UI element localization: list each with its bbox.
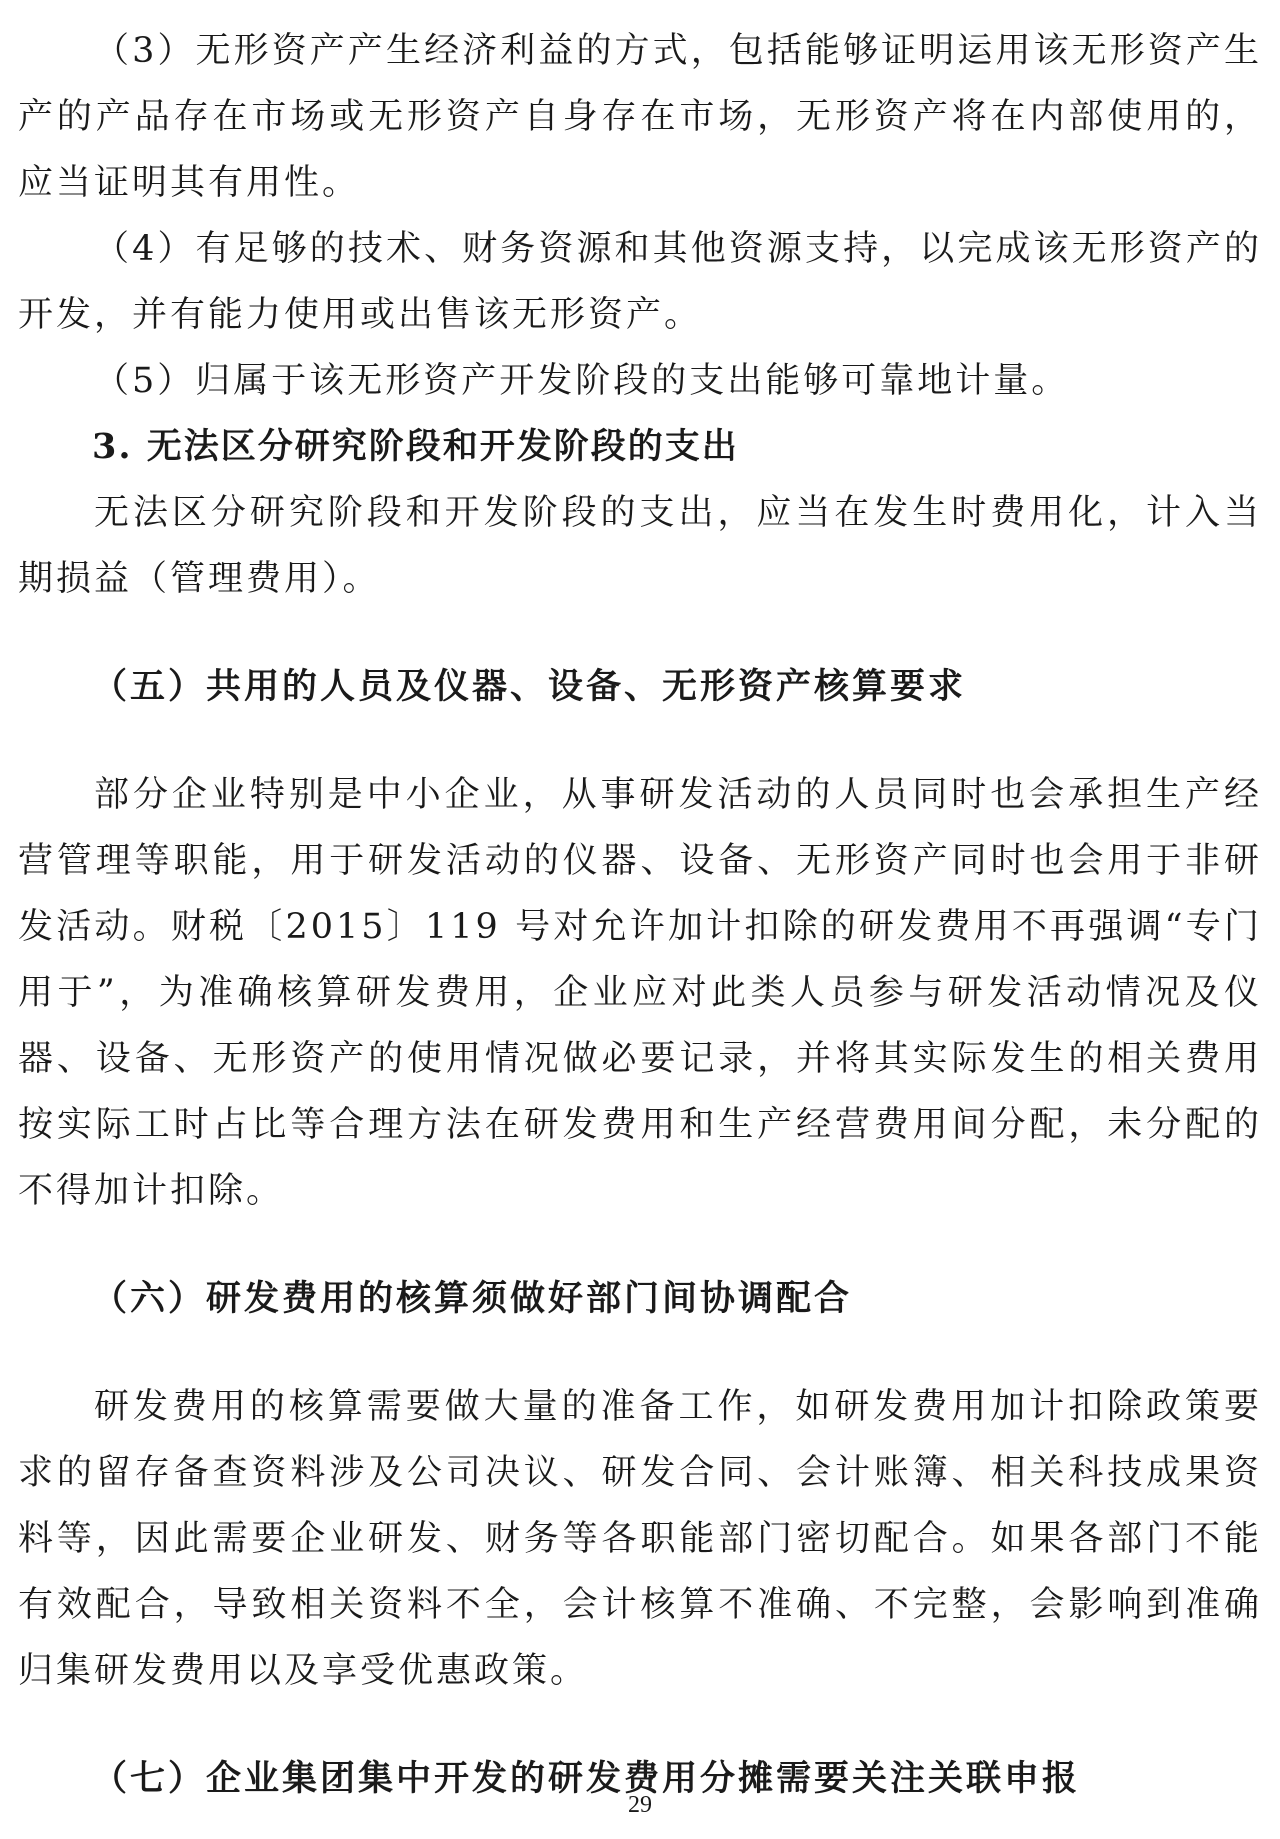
paragraph-heading-3-body: 无法区分研究阶段和开发阶段的支出，应当在发生时费用化，计入当期损益（管理费用）。	[18, 493, 1262, 599]
section-7-title: （七）企业集团集中开发的研发费用分摊需要关注关联申报	[92, 1758, 1081, 1799]
paragraph-item-3: （3）无形资产产生经济利益的方式，包括能够证明运用该无形资产生产的产品存在市场或无形资产自身存在市场，无形资产将在内部使用的，应当证明其有用性。	[18, 31, 1262, 203]
section-5-body: 部分企业特别是中小企业，从事研发活动的人员同时也会承担生产经营管理等职能，用于研发活动的仪器、设备、无形资产同时也会用于非研发活动。财税〔2015〕119 号对允许加计扣除的研发费用不再强调“专门用于”，为准确核算研发费用，企业应对此类人员参与研发活动情况及仪器、设备、无形资产的使用情况做必要记录，并将其实际发生的相关费用按实际工时占比等合理方法在研发费用和生产经营费用间分配，未分配的不得加计扣除。	[18, 775, 1262, 1211]
page-number: 29	[628, 1792, 652, 1818]
section-6-title: （六）研发费用的核算须做好部门间协调配合	[92, 1278, 853, 1319]
heading-3: 3. 无法区分研究阶段和开发阶段的支出	[92, 426, 739, 467]
paragraph-item-4: （4）有足够的技术、财务资源和其他资源支持，以完成该无形资产的开发，并有能力使用或出售该无形资产。	[18, 229, 1262, 335]
section-6-body: 研发费用的核算需要做大量的准备工作，如研发费用加计扣除政策要求的留存备查资料涉及公司决议、研发合同、会计账簿、相关科技成果资料等，因此需要企业研发、财务等各职能部门密切配合。如果各部门不能有效配合，导致相关资料不全，会计核算不准确、不完整，会影响到准确归集研发费用以及享受优惠政策。	[18, 1387, 1262, 1691]
section-5-title: （五）共用的人员及仪器、设备、无形资产核算要求	[92, 666, 967, 707]
paragraph-item-5: （5）归属于该无形资产开发阶段的支出能够可靠地计量。	[94, 361, 1070, 401]
document-page	[18, 18, 1262, 1812]
